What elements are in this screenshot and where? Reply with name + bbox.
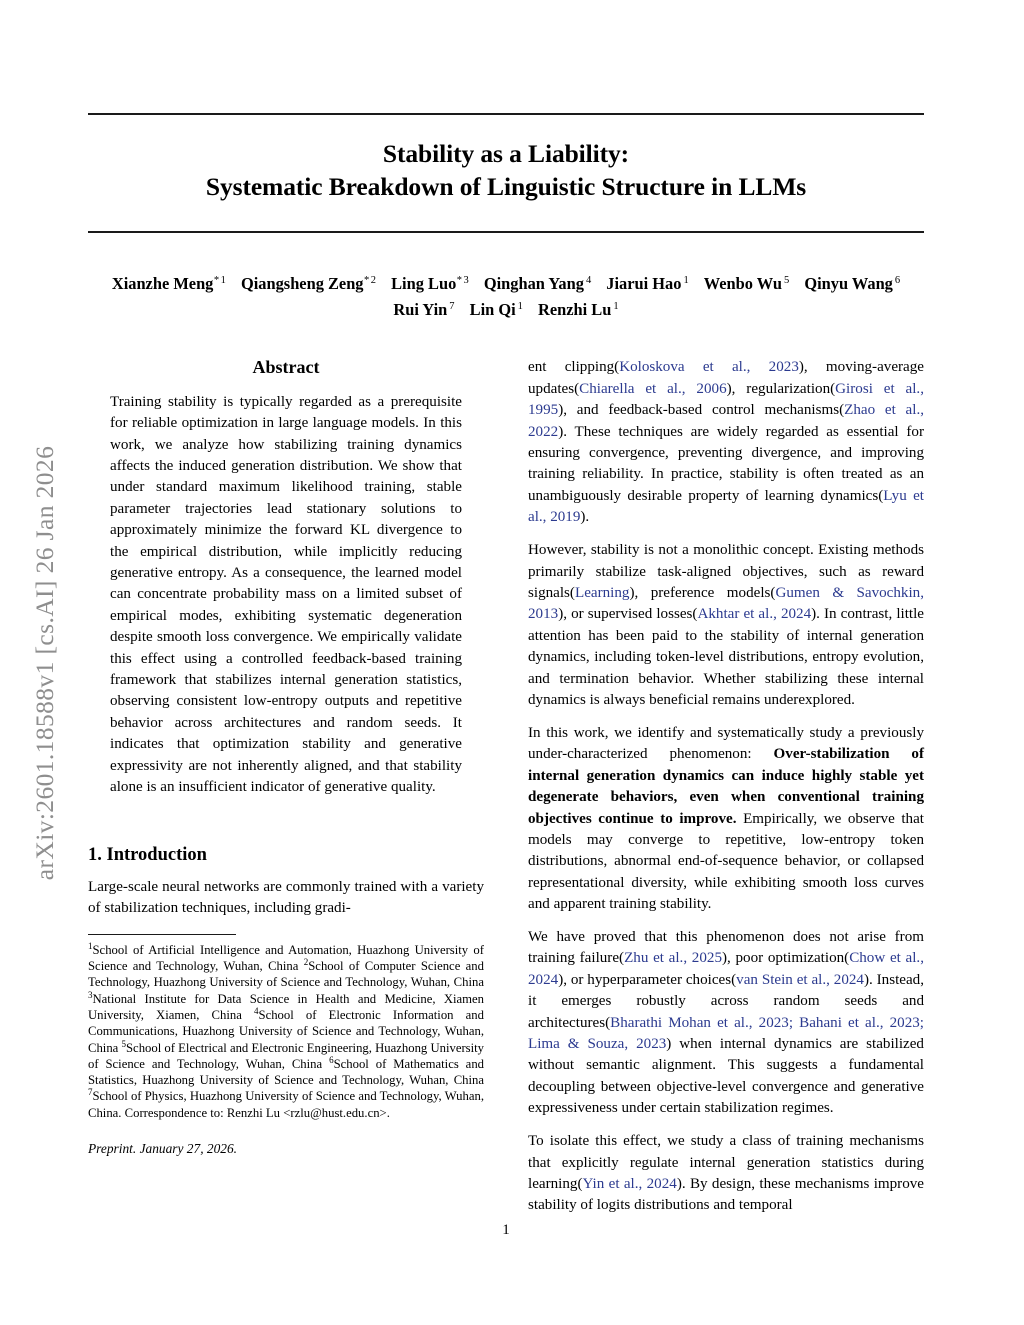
author-star: * <box>213 274 220 286</box>
affil-marker-2: 2 <box>303 956 309 967</box>
arxiv-stamp-text: arXiv:2601.18588v1 [cs.AI] 26 Jan 2026 <box>30 445 59 880</box>
citation-link[interactable]: Bharathi Mohan et al., 2023; Bahani et al., 2023; Lima & Souza, 2023 <box>528 1014 924 1053</box>
author-name: Rui Yin <box>393 300 448 320</box>
text-fragment: We have proved that this phenomenon does not arise from training failure( <box>528 929 924 967</box>
text-fragment: ), preference models( <box>629 584 776 601</box>
title-line-1: Stability as a Liability: <box>382 139 630 169</box>
author-item <box>393 300 454 319</box>
citation-link[interactable]: Gumen & Savochkin, 2013 <box>528 584 924 623</box>
right-paragraph-3 <box>528 723 924 916</box>
emphasized-claim: Over-stabilization of internal generation dynamics can induce highly stable yet degenerate behaviors, even when conventional training objectives continue to improve. <box>528 746 925 827</box>
affil-marker-1: 1 <box>88 940 93 951</box>
author-affil: 3 <box>463 274 469 286</box>
affil-text-4: School of Electronic Information and Communications, Huazhong University of Science and Technology, Wuhan, China <box>88 1008 484 1055</box>
text-fragment: ). These techniques are widely regarded as essential for ensuring convergence, preventing divergence, and improving training reliability. In practice, stability is often treated as an unambiguously desirable property of learning dynamics( <box>528 423 924 504</box>
affil-text-6: School of Mathematics and Statistics, Huazhong University of Science and Technology, Wuhan, China <box>88 1056 485 1088</box>
citation-link[interactable]: Zhu et al., 2025 <box>624 950 722 967</box>
author-name: Qinyu Wang <box>804 274 893 294</box>
text-fragment: ) when internal dynamics are stabilized without semantic alignment. This suggests a fundamental decoupling between objective-level convergence and generative expressiveness under certain stabilization regimes. <box>528 1036 924 1117</box>
affil-text-5: School of Electrical and Electronic Engineering, Huazhong University of Science and Technology, Wuhan, China <box>88 1040 485 1071</box>
author-name: Renzhi Lu <box>538 300 612 320</box>
author-item <box>470 300 523 319</box>
author-affil: 2 <box>370 274 377 286</box>
footnote-block <box>88 934 484 1160</box>
right-paragraph-4 <box>528 927 924 1120</box>
author-name: Lin Qi <box>469 300 516 320</box>
affil-text-3: National Institute for Data Science in Health and Medicine, Xiamen University, Xiamen, China <box>88 991 484 1022</box>
author-affil: 6 <box>894 274 901 286</box>
right-paragraph-5 <box>528 1131 924 1217</box>
page-title <box>88 115 924 217</box>
text-fragment: In this work, we identify and systematically study a previously under-characterized phenomenon: <box>528 724 924 763</box>
citation-link[interactable]: Zhao et al., 2022 <box>528 402 924 440</box>
left-column <box>88 357 484 1216</box>
text-fragment: ). <box>580 509 590 526</box>
affil-marker-5: 5 <box>121 1038 126 1049</box>
footnote-rule <box>88 934 236 935</box>
author-name: Jiarui Hao <box>606 274 682 294</box>
citation-link[interactable]: Yin et al., 2024 <box>582 1176 677 1192</box>
citation-link[interactable]: Koloskova et al., 2023 <box>619 359 799 376</box>
arxiv-stamp <box>0 0 90 1325</box>
author-name: Ling Luo <box>391 274 457 294</box>
affiliations-footnote <box>88 942 484 1121</box>
text-fragment: ), moving-average updates( <box>528 359 924 397</box>
author-star: * <box>456 274 463 286</box>
author-affil: 4 <box>585 274 592 286</box>
affil-marker-4: 4 <box>254 1005 259 1016</box>
right-paragraph-1 <box>528 357 924 528</box>
page-number: 1 <box>502 1222 510 1238</box>
author-item <box>391 274 469 293</box>
text-fragment: ), regularization( <box>726 380 836 397</box>
body-columns <box>88 357 924 1216</box>
author-item <box>804 274 900 293</box>
section-heading-introduction: 1. Introduction <box>88 844 207 865</box>
author-item <box>606 274 688 293</box>
citation-link[interactable]: Lyu et al., 2019 <box>528 487 924 526</box>
author-item <box>538 300 619 319</box>
text-fragment: ), or supervised losses( <box>558 606 698 623</box>
author-item <box>704 274 789 293</box>
abstract-heading: Abstract <box>252 357 320 378</box>
author-item <box>484 274 591 293</box>
affil-text-2: School of Computer Science and Technology, Huazhong University of Science and Technology, Wuhan, China <box>88 959 484 990</box>
text-fragment: To isolate this effect, we study a class of training mechanisms that explicitly regulate internal generation statistics during learning( <box>528 1133 924 1192</box>
author-affil: 1 <box>683 274 689 286</box>
author-name: Qinghan Yang <box>483 274 584 294</box>
author-affil: 5 <box>784 274 790 286</box>
author-affil: 1 <box>613 300 619 312</box>
intro-paragraph-1: Large-scale neural networks are commonly trained with a variety of stabilization techniques, including gradi- <box>88 878 484 917</box>
right-column <box>528 357 924 1216</box>
citation-link[interactable]: Chow et al., 2024 <box>528 950 924 988</box>
citation-link[interactable]: Akhtar et al., 2024 <box>697 606 812 623</box>
affil-marker-6: 6 <box>329 1054 334 1065</box>
text-fragment: ), or hyperparameter choices( <box>558 971 737 988</box>
citation-link[interactable]: Chiarella et al., 2006 <box>579 380 727 397</box>
paper-page <box>88 0 924 1325</box>
author-affil: 7 <box>449 300 455 312</box>
affil-text-1: School of Artificial Intelligence and Automation, Huazhong University of Science and Technology, Wuhan, China <box>88 942 484 974</box>
author-affil: 1 <box>220 274 226 286</box>
affil-text-7: School of Physics, Huazhong University of Science and Technology, Wuhan, China. Correspondence to: Renzhi Lu <rzlu@hust.edu.cn>. <box>88 1089 484 1120</box>
text-fragment: ). By design, these mechanisms improve stability of logits distributions and temporal <box>528 1176 924 1214</box>
title-line-2: Systematic Breakdown of Linguistic Structure in LLMs <box>205 172 807 202</box>
text-fragment: ). Instead, it emerges robustly across random seeds and architectures( <box>528 971 924 1031</box>
author-name: Wenbo Wu <box>703 274 782 294</box>
affil-marker-3: 3 <box>88 989 93 1000</box>
author-name: Xianzhe Meng <box>111 274 214 294</box>
text-fragment: ent clipping( <box>528 359 620 376</box>
abstract-body <box>88 392 484 799</box>
author-name: Qiangsheng Zeng <box>241 274 364 294</box>
author-list <box>88 233 924 323</box>
citation-link[interactable]: Learning <box>574 584 630 601</box>
affil-marker-7: 7 <box>88 1087 93 1098</box>
author-item <box>112 274 226 293</box>
author-affil: 1 <box>517 300 523 312</box>
author-item <box>241 274 376 293</box>
author-star: * <box>364 274 370 286</box>
text-fragment: ), and feedback-based control mechanisms( <box>558 402 845 419</box>
text-fragment: Empirically, we observe that models may converge to repetitive, low-entropy token distributions, abnormal end-of-sequence behavior, or collapsed representational diversity, while exhibiting smooth loss curves and apparent training stability. <box>528 810 924 913</box>
text-fragment: ). In contrast, little attention has been paid to the stability of internal generation dynamics, including token-level distributions, entropy evolution, and termination behavior. Whether stabilizing these internal dynamics is always beneficial remains underexplored. <box>528 606 924 708</box>
abstract-text: Training stability is typically regarded as a prerequisite for reliable optimization in large language models. In this work, we analyze how stabilizing training dynamics affects the induced generation distribution. We show that under standard maximum likelihood training, stable parameter trajectories lead stationary solutions to approximately minimize the forward KL divergence to the empirical distribution, while implicitly reducing generative entropy. As a consequence, the learned model can concentrate probability mass on a limited subset of empirical modes, exhibiting systematic degeneration despite smooth loss convergence. We empirically validate this effect using a controlled feedback-based training framework that stabilizes internal generation statistics, observing consistent low-entropy outputs and repetitive behavior across architectures and random seeds. It indicates that optimization stability and generative expressivity are not inherently aligned, and that stability alone is an insufficient indicator of generative quality. <box>110 393 462 796</box>
citation-link[interactable]: Girosi et al., 1995 <box>528 380 924 419</box>
right-paragraph-2 <box>528 540 924 711</box>
text-fragment: However, stability is not a monolithic concept. Existing methods primarily stabilize task-aligned objectives, such as reward signals( <box>528 542 924 601</box>
text-fragment: ), poor optimization( <box>722 950 850 967</box>
preprint-note: Preprint. January 27, 2026. <box>88 1141 238 1157</box>
citation-link[interactable]: van Stein et al., 2024 <box>736 971 864 988</box>
